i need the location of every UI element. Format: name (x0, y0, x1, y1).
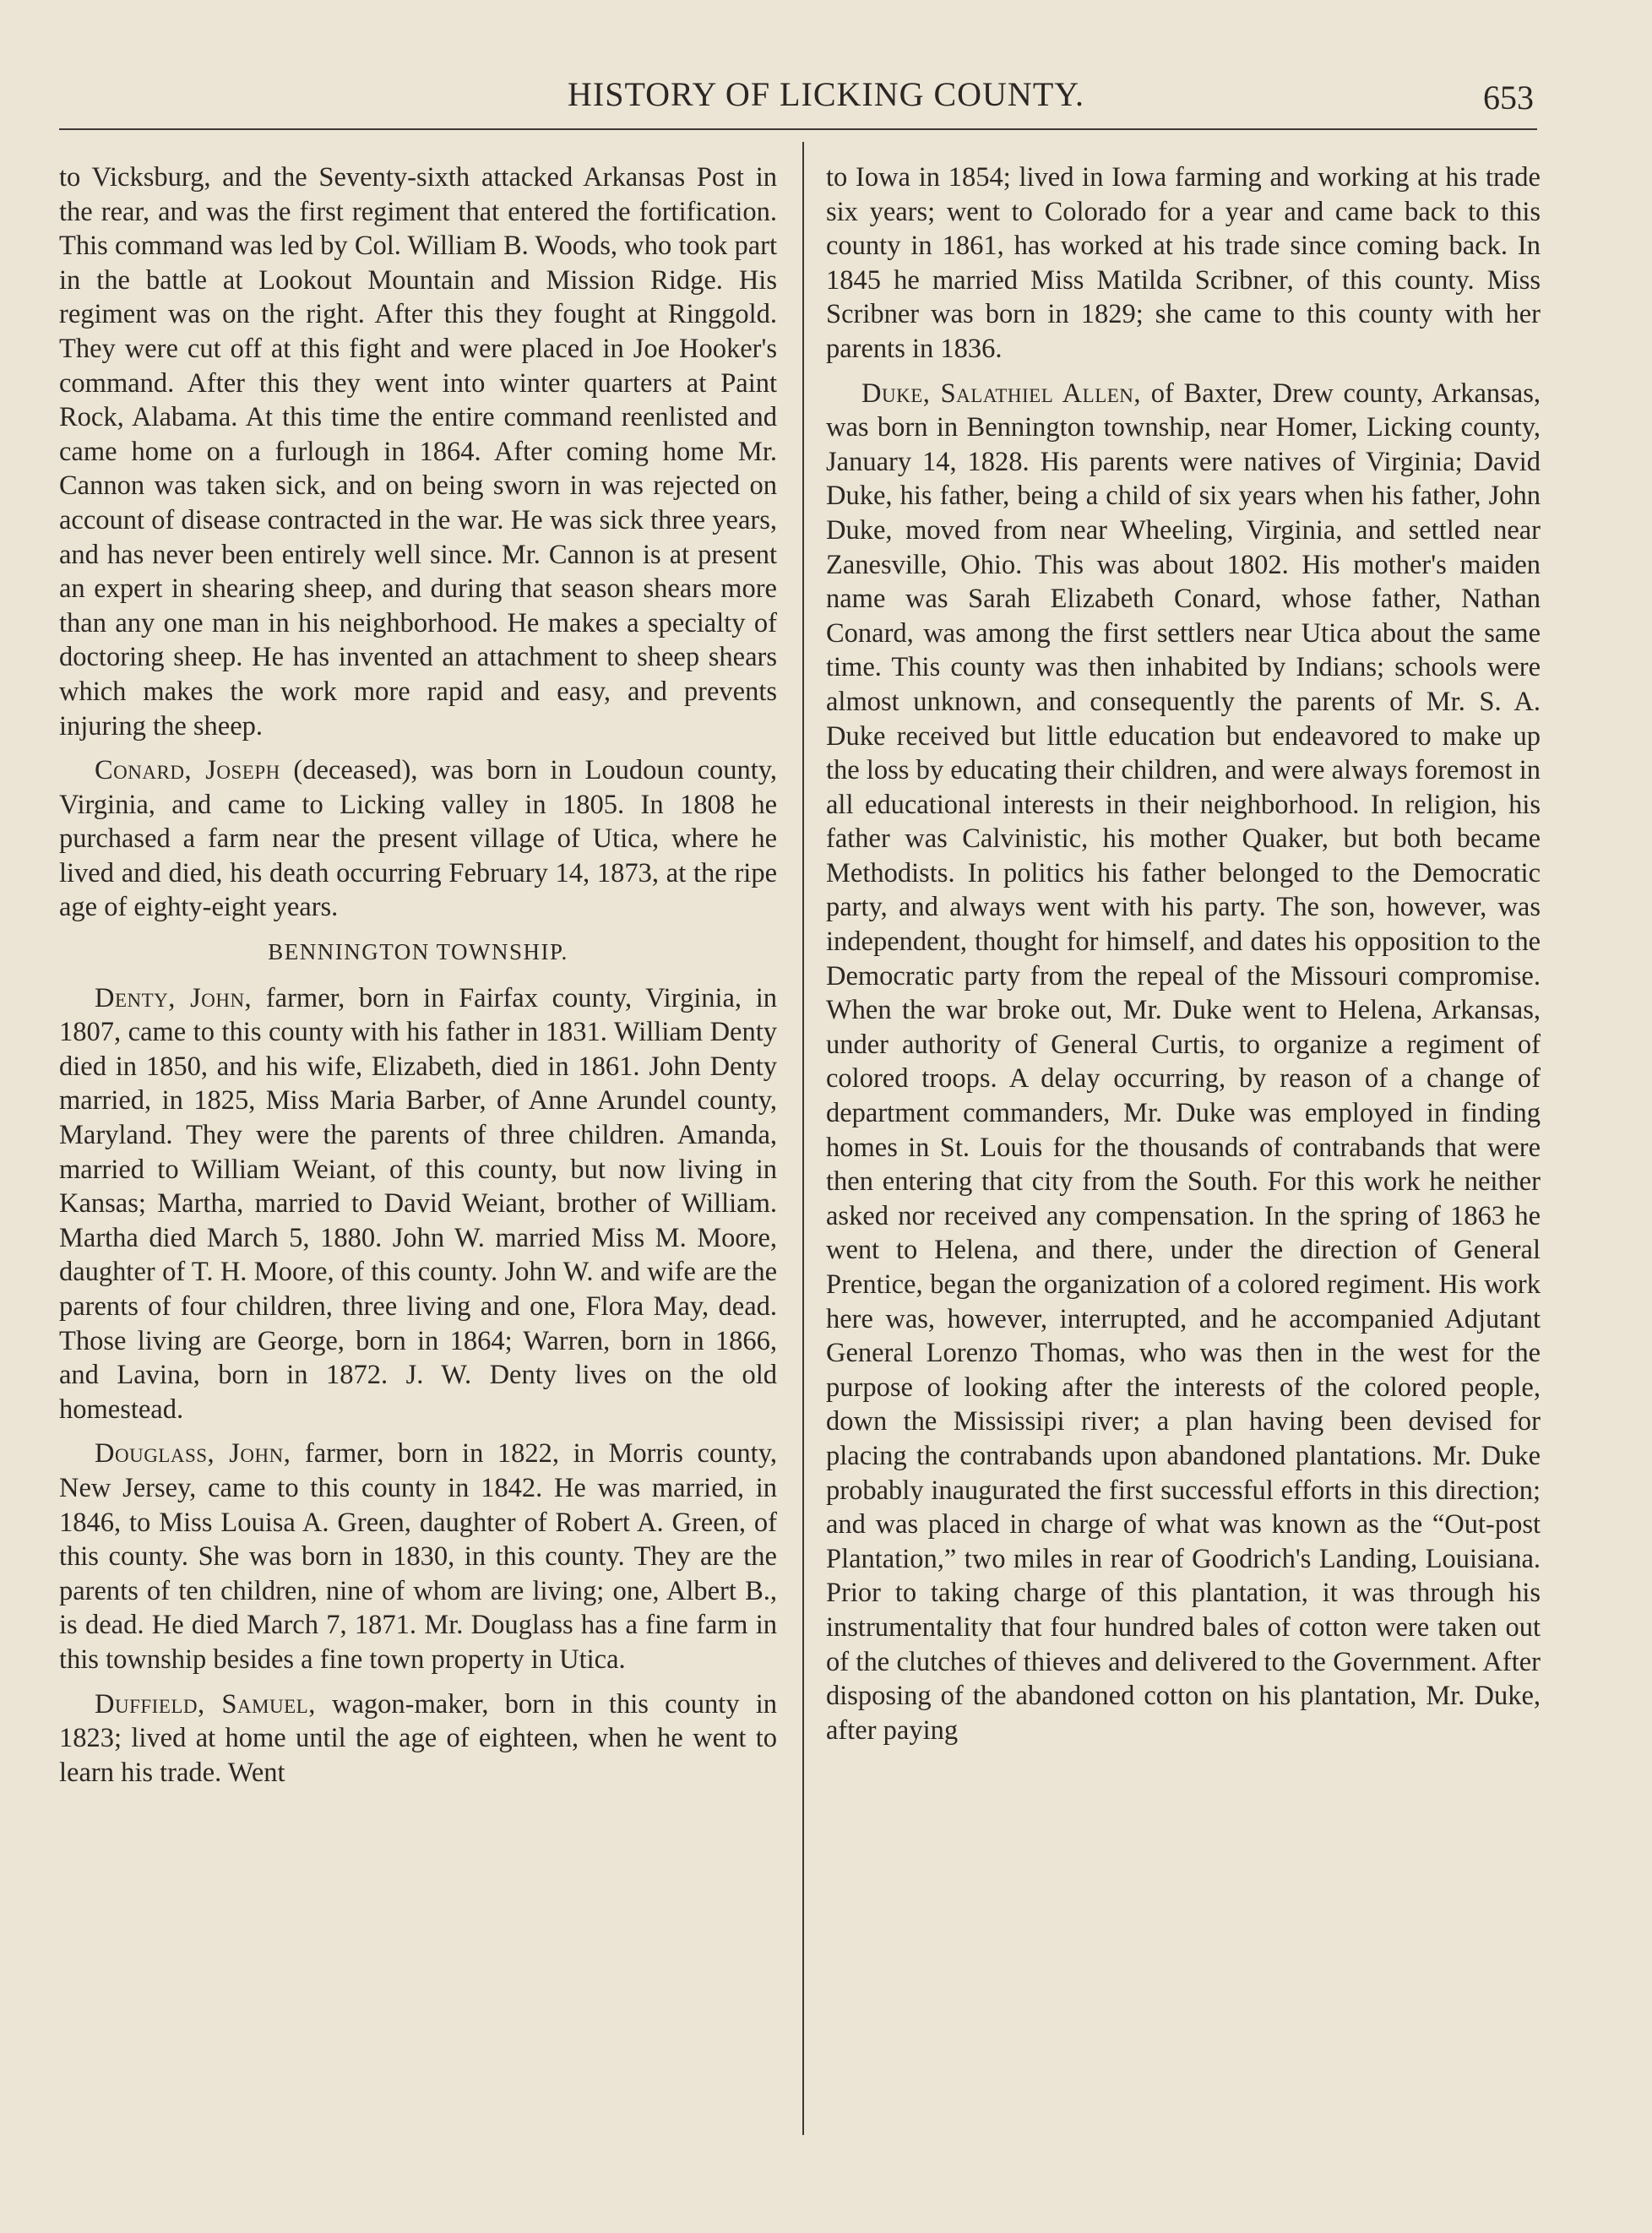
column-divider (802, 142, 804, 2135)
header-rule (59, 128, 1537, 130)
entry-duffield (59, 1687, 777, 1790)
right-column (826, 160, 1541, 1758)
entry-text: wagon-maker, born in this county in 1823; lived at home until the age of eighteen, when he went to learn his trade. Went (59, 1688, 778, 1788)
entry-duke (826, 377, 1541, 1748)
entry-text: of Baxter, Drew county, Arkansas, was born in Bennington township, near Homer, Licking county, January 14, 1828. His parents were natives of Virginia; David Duke, his father, being a child of six years when his father, John Duke, moved from near Wheeling, Virginia, and settled near Zanesville, Ohio. This was about 1802. His mother's maiden name was Sarah Elizabeth Conard, whose father, Nathan Conard, was among the first settlers near Utica about the same time. This county was then inhabited by Indians; schools were almost unknown, and consequently the parents of Mr. S. A. Duke received but little education but endeavored to make up the loss by educating their children, and were always foremost in all educational interests in their neighborhood. In religion, his father was Calvinistic, his mother Quaker, but both became Methodists. In politics his father belonged to the Democratic party, and always went with his party. The son, however, was independent, thought for himself, and dates his opposition to the Democratic party from the repeal of the Missouri compromise. When the war broke out, Mr. Duke went to Helena, Arkansas, under authority of General Curtis, to organize a regiment of colored troops. A delay occurring, by reason of a change of department commanders, Mr. Duke was employed in finding homes in St. Louis for the thousands of contrabands that were then entering that city from the South. For this work he neither asked nor received any compensation. In the spring of 1863 he went to Helena, and there, under the direction of General Prentice, began the organization of a colored regiment. His work here was, however, interrupted, and he accompanied Adjutant General Lorenzo Thomas, who was then in the west for the purpose of looking after the interests of the colored people, down the Mississipi river; a plan having been devised for placing the contrabands upon abandoned plantations. Mr. Duke probably inaugurated the first successful efforts in this direction; and was placed in charge of what was known as the “Out-post Plantation,” two miles in rear of Goodrich's Landing, Louisiana. Prior to taking charge of this plantation, it was through his instrumentality that four hundred bales of cotton were taken out of the clutches of thieves and delivered to the Government. After disposing of the abandoned cotton on his plantation, Mr. Duke, after paying (826, 378, 1541, 1746)
entry-name: Denty, John, (95, 982, 253, 1013)
left-column (59, 160, 777, 1800)
entry-text: farmer, born in Fairfax county, Virginia, in 1807, came to this county with his father in 1831. William Denty died in 1850, and his wife, Elizabeth, died in 1861. John Denty married, in 1825, Miss Maria Barber, of Anne Arundel county, Maryland. They were the parents of three children. Amanda, married to William Weiant, of this county, but now living in Kansas; Martha, married to David Weiant, brother of William. Martha died March 5, 1880. John W. married Miss M. Moore, daughter of T. H. Moore, of this county. John W. and wife are the parents of four children, three living and one, Flora May, dead. Those living are George, born in 1864; Warren, born in 1866, and Lavina, born in 1872. J. W. Denty lives on the old homestead. (59, 982, 777, 1425)
entry-name: Duffield, Samuel, (95, 1688, 316, 1720)
section-heading: BENNINGTON TOWNSHIP. (268, 939, 568, 965)
entry-douglass (59, 1437, 777, 1676)
paragraph-cannon-continued: to Vicksburg, and the Seventy-sixth attacked Arkansas Post in the rear, and was the first regiment that entered the fortification. This command was led by Col. William B. Woods, who took part in the battle at Lookout Mountain and Mission Ridge. His regiment was on the right. After this they fought at Ringgold. They were cut off at this fight and were placed in Joe Hooker's command. After this they went into winter quarters at Paint Rock, Alabama. At this time the entire command reenlisted and came home on a furlough in 1864. After coming home Mr. Cannon was taken sick, and on being sworn in was rejected on account of disease contracted in the war. He was sick three years, and has never been entirely well since. Mr. Cannon is at present an expert in shearing sheep, and during that season shears more than any one man in his neighborhood. He makes a specialty of doctoring sheep. He has invented an attachment to sheep shears which makes the work more rapid and easy, and prevents injuring the sheep. (59, 162, 777, 742)
page-header (0, 74, 1652, 125)
entry-name: Conard, Joseph (95, 755, 280, 786)
entry-text: (deceased), was born in Loudoun county, Virginia, and came to Licking valley in 1805. In 1808 he purchased a farm near the present village of Utica, where he lived and died, his death occurring February 14, 1873, at the ripe age of eighty-eight years. (59, 755, 777, 923)
entry-name: Duke, Salathiel Allen, (861, 378, 1142, 409)
entry-denty (59, 981, 777, 1427)
page-number: 653 (1483, 79, 1534, 117)
entry-conard (59, 753, 777, 925)
running-title: HISTORY OF LICKING COUNTY. (568, 75, 1084, 113)
entry-text: farmer, born in 1822, in Morris county, New Jersey, came to this county in 1842. He was married, in 1846, to Miss Louisa A. Green, daughter of Robert A. Green, of this county. She was born in 1830, in this county. They are the parents of ten children, nine of whom are living; one, Albert B., is dead. He died March 7, 1871. Mr. Douglass has a fine farm in this township besides a fine town property in Utica. (59, 1438, 777, 1675)
entry-name: Douglass, John, (95, 1438, 291, 1470)
paragraph-duffield-continued: to Iowa in 1854; lived in Iowa farming and working at his trade six years; went to Colorado for a year and came back to this county in 1861, has worked at his trade since coming back. In 1845 he married Miss Matilda Scribner, of this county. Miss Scribner was born in 1829; she came to this county with her parents in 1836. (826, 162, 1541, 364)
